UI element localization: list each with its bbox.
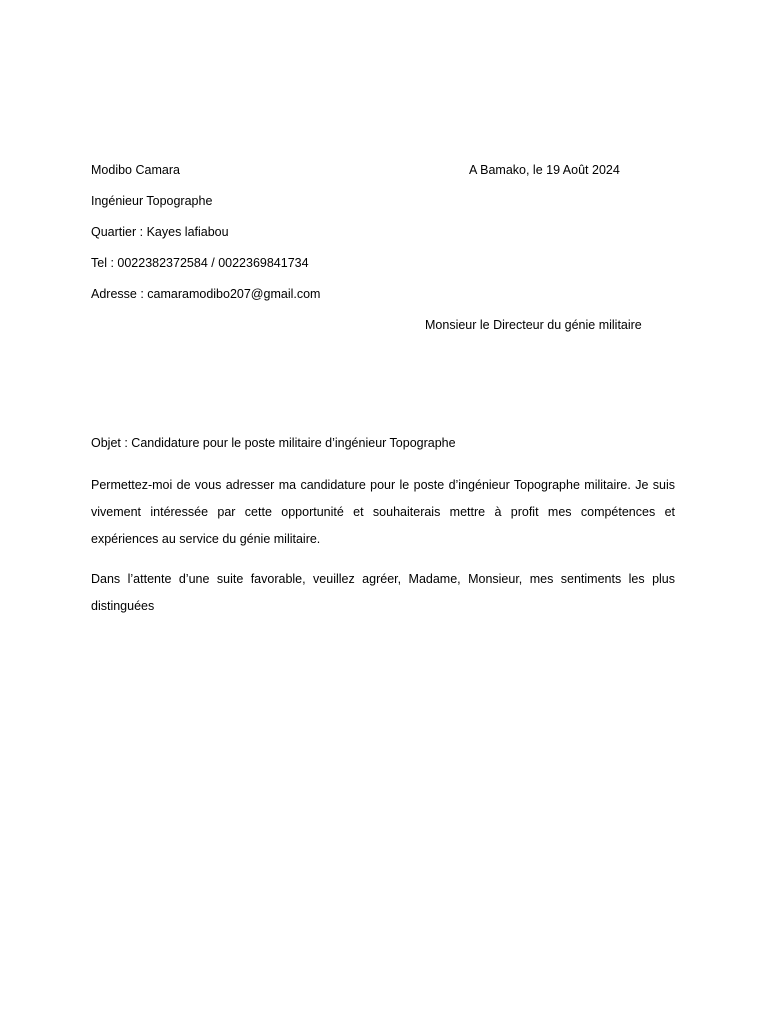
sender-district: Quartier : Kayes lafiabou [91, 225, 229, 239]
body-paragraph-1: Permettez-moi de vous adresser ma candidature pour le poste d’ingénieur Topographe militaire. Je suis vivement intéressée par cette opportunité et souhaiterais mettre à profit mes compétences et expériences au service du génie militaire. [91, 478, 675, 546]
recipient: Monsieur le Directeur du génie militaire [425, 318, 642, 332]
sender-phone: Tel : 0022382372584 / 0022369841734 [91, 256, 309, 270]
sender-name: Modibo Camara [91, 163, 180, 177]
sender-email: Adresse : camaramodibo207@gmail.com [91, 287, 321, 301]
subject-line: Objet : Candidature pour le poste militaire d’ingénieur Topographe [91, 436, 456, 450]
body-paragraph-2: Dans l’attente d’une suite favorable, veuillez agréer, Madame, Monsieur, mes sentiments les plus distinguées [91, 572, 675, 613]
sender-title: Ingénieur Topographe [91, 194, 213, 208]
date-place: A Bamako, le 19 Août 2024 [469, 163, 620, 177]
